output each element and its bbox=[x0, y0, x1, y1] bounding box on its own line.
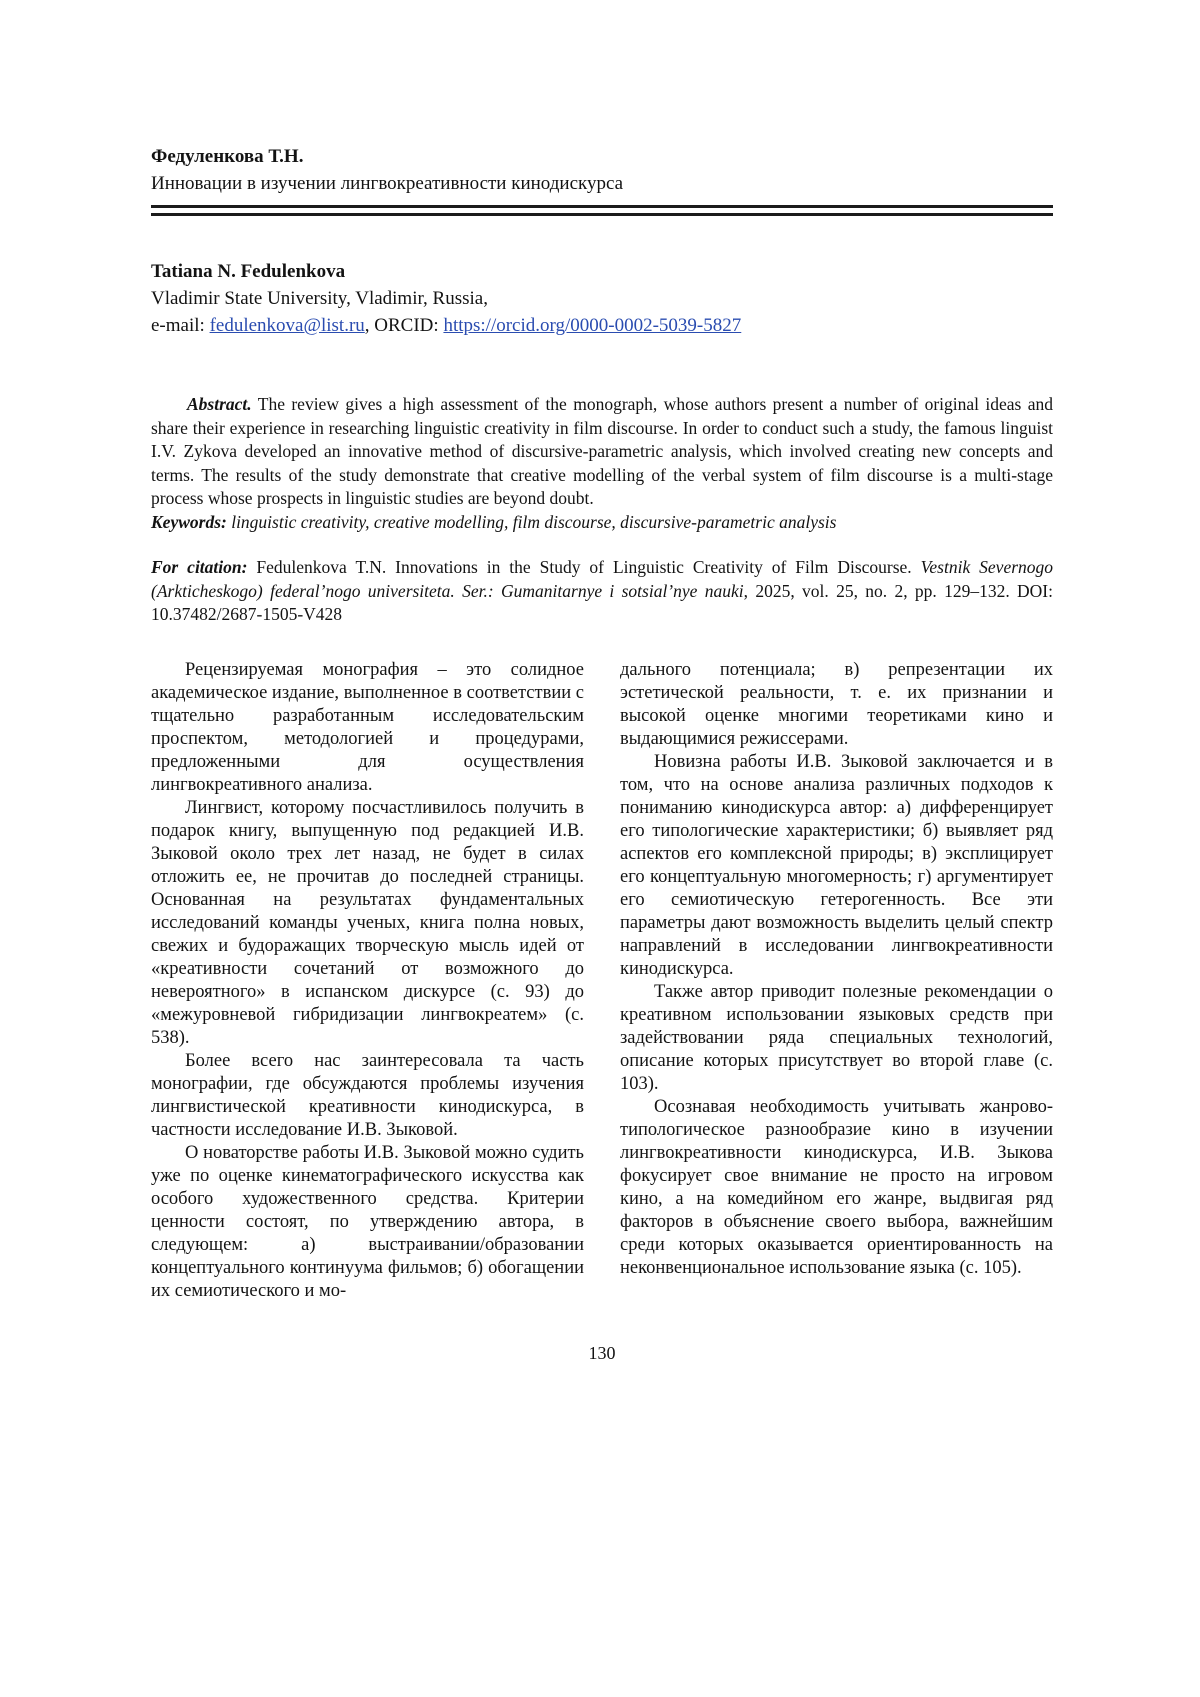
running-head bbox=[151, 143, 1053, 216]
abstract-paragraph bbox=[151, 393, 1053, 511]
body-paragraph: Осознавая необходимость учитывать жанрово-типологическое разнообразие кино в изучении лингвокреативности кинодискурса, И.В. Зыкова фокусирует свое внимание не просто на игровом кино, а на комедийном его жанре, выдвигая ряд факторов в объяснение своего выбора, важнейшим среди которых оказывается ориентированность на неконвенциональное использование языка (с. 105). bbox=[620, 1096, 1053, 1278]
keywords-text: linguistic creativity, creative modelling, film discourse, discursive-parametric analysis bbox=[231, 511, 837, 532]
body-paragraph: Рецензируемая монография – это солидное академическое издание, выполненное в соответствии с тщательно разработанным исследовательским проспектом, методологией и процедурами, предложенными для осуществления лингвокреативного анализа. bbox=[151, 659, 584, 795]
citation-label: For citation: bbox=[151, 557, 248, 577]
keywords-label: Keywords: bbox=[151, 511, 227, 532]
abstract-text: The review gives a high assessment of the monograph, whose authors present a number of original ideas and share their experience in researching linguistic creativity in film discourse. In order to conduct such a study, the famous linguist I.V. Zykova developed an innovative method of discursive-parametric analysis, which involved creating new concepts and terms. The results of the study demonstrate that creative modelling of the verbal system of film discourse is a multi-stage process whose prospects in linguistic studies are beyond doubt. bbox=[151, 394, 1054, 508]
author-name: Tatiana N. Fedulenkova bbox=[151, 261, 346, 282]
double-rule-divider bbox=[151, 205, 1053, 216]
page-number: 130 bbox=[588, 1342, 616, 1363]
email-label: e-mail: bbox=[151, 315, 205, 336]
citation-text-regular-1: Fedulenkova T.N. Innovations in the Study of Linguistic Creativity of Film Discourse. bbox=[256, 557, 912, 577]
abstract-label: Abstract. bbox=[187, 394, 252, 414]
keywords-line bbox=[151, 511, 1053, 535]
citation-section bbox=[151, 556, 1053, 627]
citation-journal-title: Vestnik Severnogo (Arkticheskogo) federal’nogo universiteta. Ser.: Gumanitarnye i sotsial’nye nauki bbox=[151, 557, 1054, 601]
orcid-label: , ORCID: bbox=[364, 315, 439, 336]
contact-line bbox=[151, 312, 1053, 339]
citation-paragraph bbox=[151, 556, 1053, 627]
running-head-author: Федуленкова Т.Н. bbox=[151, 146, 304, 167]
body-paragraph: О новаторстве работы И.В. Зыковой можно судить уже по оценке кинематографического искусства как особого художественного средства. Критерии ценности состоят, по утверждению автора, в следующем: а) выстраивании/образовании концептуального континуума фильмов; б) обогащении их семиотического и мо- bbox=[151, 1142, 584, 1301]
body-paragraph: Также автор приводит полезные рекомендации о креативном использовании языковых средств при задействовании ряда специальных технологий, описание которых присутствует во второй главе (с. 103). bbox=[620, 981, 1053, 1094]
body-paragraph: Новизна работы И.В. Зыковой заключается и в том, что на основе анализа различных подходов к пониманию кинодискурса автор: а) дифференцирует его типологические характеристики; б) выявляет ряд аспектов его комплексной природы; в) эксплицирует его концептуальную многомерность; г) аргументирует его семиотическую гетерогенность. Все эти параметры дают возможность выделить целый спектр направлений в исследовании лингвокреативности кинодискурса. bbox=[620, 751, 1053, 979]
left-column bbox=[151, 659, 584, 1303]
citation-text-regular-2: , 2025, vol. 25, no. 2, pp. 129–132. DOI: 10.37482/2687-1505-V428 bbox=[151, 580, 1053, 624]
right-column bbox=[620, 659, 1053, 1303]
abstract-section bbox=[151, 393, 1053, 534]
body-paragraph: Лингвист, которому посчастливилось получить в подарок книгу, выпущенную под редакцией И.В. Зыковой около трех лет назад, не будет в силах отложить ее, не прочитав до последней страницы. Основанная на результатах фундаментальных исследований команды ученых, книга полна новых, свежих и будоражащих творческую мысль идей от «креативности сочетаний от возможного до невероятного» в испанском дискурсе (с. 93) до «межуровневой гибридизации лингвокреатем» (с. 538). bbox=[151, 797, 584, 1048]
running-head-title: Инновации в изучении лингвокреативности кинодискурса bbox=[151, 173, 624, 194]
two-column-body bbox=[151, 659, 1053, 1303]
body-paragraph: Более всего нас заинтересовала та часть монографии, где обсуждаются проблемы изучения лингвистической креативности кинодискурса, в частности исследование И.В. Зыковой. bbox=[151, 1050, 584, 1140]
page-footer bbox=[151, 1343, 1053, 1364]
body-paragraph: дального потенциала; в) репрезентации их эстетической реальности, т. е. их признании и высокой оценке многими теоретиками кино и выдающимися режиссерами. bbox=[620, 659, 1053, 749]
orcid-link[interactable]: https://orcid.org/0000-0002-5039-5827 bbox=[443, 315, 742, 336]
author-block bbox=[151, 258, 1053, 339]
email-link[interactable]: fedulenkova@list.ru bbox=[209, 315, 365, 336]
author-affiliation: Vladimir State University, Vladimir, Russia, bbox=[151, 288, 488, 309]
